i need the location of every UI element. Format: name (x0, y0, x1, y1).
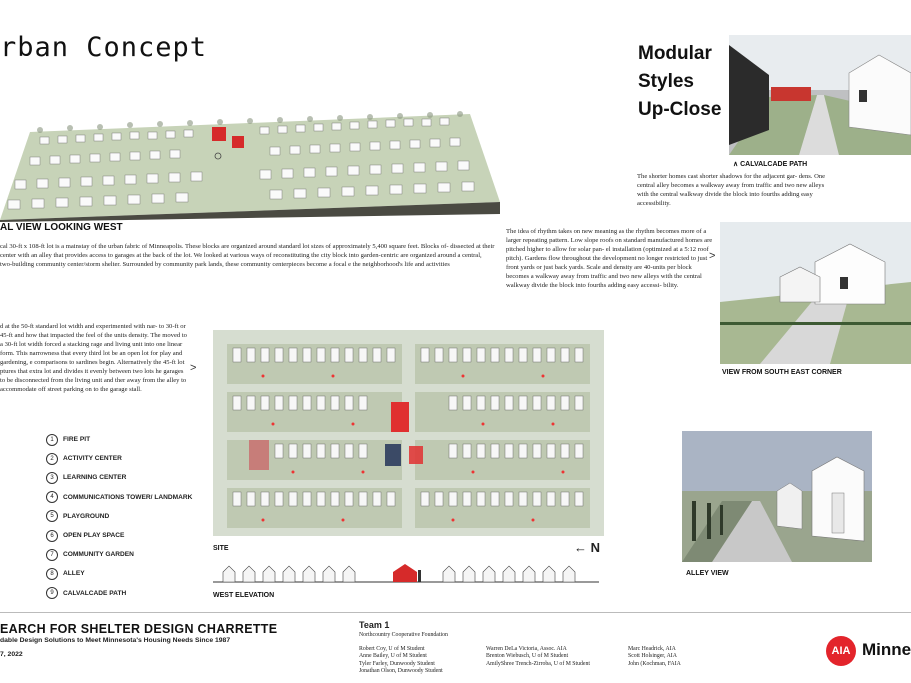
aerial-view-heading: AL VIEW LOOKING WEST (0, 222, 123, 233)
alley-view-image (682, 431, 872, 562)
legend-item (46, 564, 192, 583)
legend-number: 3 (46, 472, 58, 484)
legend-number: 2 (46, 453, 58, 465)
modular-line-2: Styles (638, 71, 694, 92)
chevron-right-icon: > (709, 250, 716, 262)
legend-label: CALVALCADE PATH (63, 589, 127, 597)
legend-item (46, 468, 192, 487)
aerial-view-image (0, 92, 500, 222)
team-member: Anne Bailey, U of M Student (359, 653, 427, 660)
legend-item (46, 526, 192, 545)
north-arrow: ← N (574, 540, 601, 555)
caret-up-icon: ∧ (733, 161, 739, 168)
site-plan-image (213, 330, 604, 536)
chevron-right-icon: > (190, 362, 197, 374)
team-member: AmilyShree Trench-Zirroba, U of M Student (486, 660, 591, 667)
legend-number: 8 (46, 568, 58, 580)
aerial-description: cal 30-ft x 108-ft lot is a mainstay of the urban fabric of Minneapolis. These blocks are organized around standard lot sizes of approximately 5,400 square feet. Blocks of- dissected at their center with an alley that provides access to garages at the back of the lot. We looked at various ways of reconstituting the city block into garden-centric are organized around a central, two-building community center/storm shelter. Surrounded by community park lands, these community centerpieces become a focal e the neighborhood's life and activities (0, 243, 495, 268)
legend-number: 9 (46, 587, 58, 599)
team-title: Team 1 (359, 620, 390, 630)
legend-label: ACTIVITY CENTER (63, 455, 122, 463)
team-member: Scott Holsinger, AIA (628, 653, 677, 660)
south-east-caption: VIEW FROM SOUTH EAST CORNER (722, 369, 842, 376)
legend-list (46, 430, 192, 603)
alley-view-caption: ALLEY VIEW (686, 570, 729, 577)
team-member: John (Kochman, FAIA (628, 660, 681, 667)
legend-item (46, 449, 192, 468)
team-column-3 (628, 646, 681, 668)
legend-label: COMMUNITY GARDEN (63, 551, 134, 559)
arrow-left-icon: ← (574, 540, 587, 555)
charrette-title: EARCH FOR SHELTER DESIGN CHARRETTE (0, 622, 278, 636)
legend-item (46, 545, 192, 564)
modular-line-1: Modular (638, 43, 712, 64)
legend-number: 4 (46, 491, 58, 503)
calvalcade-path-image (729, 35, 911, 155)
team-member: Brenton Wiebusch, U of M Student (486, 653, 569, 660)
team-member: Tyler Farley, Dunwoody Student (359, 660, 435, 667)
legend-item (46, 430, 192, 449)
page-title: rban Concept (0, 32, 208, 63)
team-member: Marc Headrick, AIA (628, 646, 676, 652)
calvalcade-caption: ∧ CALVALCADE PATH (733, 161, 808, 168)
legend-number: 7 (46, 549, 58, 561)
team-member: Jonathan Olson, Dunwoody Student (359, 668, 443, 675)
legend-item (46, 584, 192, 603)
modular-line-3: Up-Close (638, 99, 722, 120)
team-org: Northcountry Cooperative Foundation (359, 632, 448, 638)
site-caption: SITE (213, 545, 229, 552)
team-member: Robert Coy, U of M Student (359, 646, 425, 652)
charrette-date: 7, 2022 (0, 651, 23, 658)
legend-label: ALLEY (63, 570, 85, 578)
south-east-view-image (720, 222, 911, 364)
footer-divider (0, 612, 911, 613)
rhythm-description: The idea of rhythm takes on new meaning as the rhythm becomes more of a larger repeating pattern. Low slope roofs on standard manufactured homes are pitched higher to allow for solar pan- el installation (optimized at a 5:12 roof pitch). Gardens flow throughout the development no longer restricted to just front yards or just back yards. Scale and density are 40-units per block becomes a walkway away from traffic and two new alleys with the central walkway divide the block into fourths adding easy accessi- bility. (506, 228, 713, 289)
west-elevation-caption: WEST ELEVATION (213, 592, 275, 599)
legend-number: 5 (46, 510, 58, 522)
team-member: Warren DeLa Victoria, Assoc. AIA (486, 646, 567, 652)
legend-label: PLAYGROUND (63, 512, 110, 520)
legend-label: LEARNING CENTER (63, 474, 127, 482)
legend-number: 1 (46, 434, 58, 446)
legend-item (46, 507, 192, 526)
legend-label: COMMUNICATIONS TOWER/ LANDMARK (63, 493, 193, 501)
west-elevation-image (213, 560, 599, 586)
team-column-2 (486, 646, 590, 668)
lot-width-description: d at the 50-ft standard lot width and experimented with nar- to 30-ft or 45-ft and how that impacted the feel of the units density. The moved to a 30-ft lot width forced a stacking rage and living unit into one linear form. This narrowness that every third lot be an open lot for play and gardening, e comparisons to sardines begin. Alternatively the 45-ft lot ptures that extra lot and divides it evenly between two lots he garages to be disconnected from the living unit and ther away from the alley to accommodate off street parking on to the garage stall. (0, 323, 187, 393)
modular-heading (638, 40, 721, 124)
legend-label: FIRE PIT (63, 436, 91, 444)
legend-item (46, 488, 192, 507)
legend-number: 6 (46, 530, 58, 542)
aia-chapter-name: Minne (862, 640, 911, 659)
legend-label: OPEN PLAY SPACE (63, 532, 125, 540)
team-column-1 (359, 646, 443, 676)
calvalcade-description: The shorter homes cast shorter shadows for the adjacent gar- dens. One central alley becomes a walkway away from traffic and two new alleys with the central walkway divide the block into fourths adding easy accessibility. (637, 173, 826, 207)
aia-logo: AIA (826, 636, 856, 666)
charrette-subtitle: dable Design Solutions to Meet Minnesota's Housing Needs Since 1987 (0, 637, 231, 644)
